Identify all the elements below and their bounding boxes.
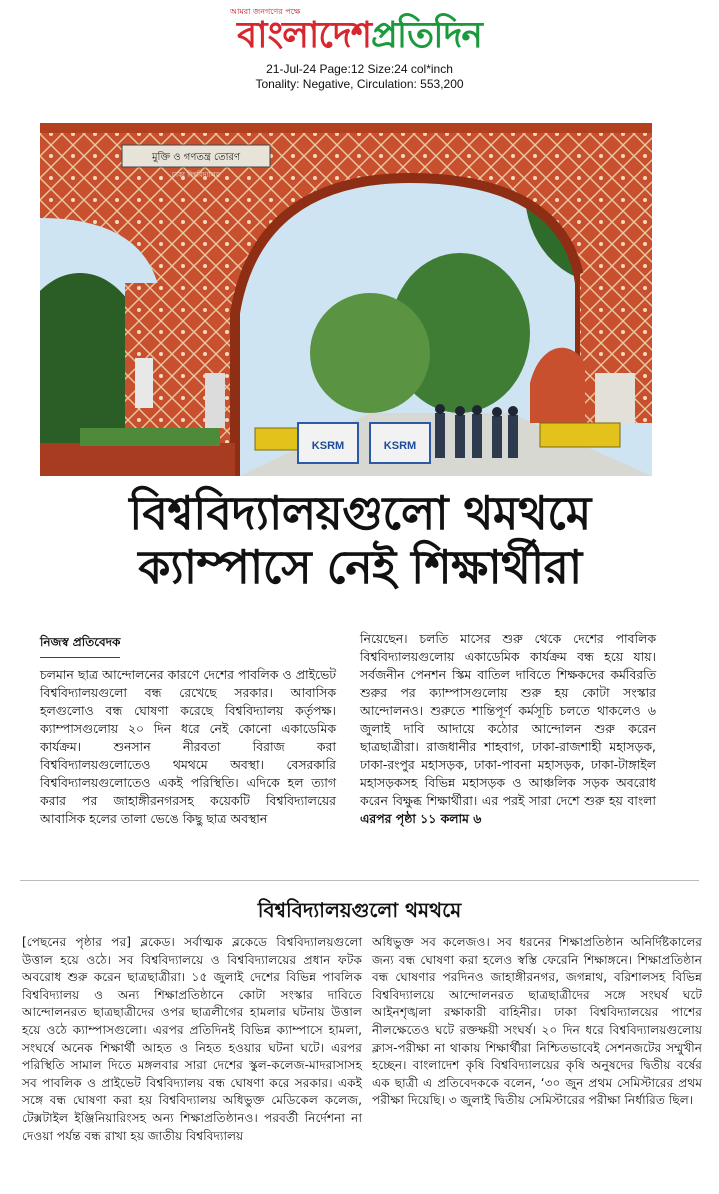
masthead-tagline: আমরা জনগণের পক্ষে bbox=[230, 7, 301, 16]
meta-tonality: Tonality: Negative, Circulation: 553,200 bbox=[255, 77, 464, 91]
logo-part-protidin: প্রতিদিন bbox=[371, 15, 482, 56]
article-column-2-text: নিয়েছেন। চলতি মাসের শুরু থেকে দেশের পাবলিক বিশ্ববিদ্যালয়গুলোয় একাডেমিক কার্যক্রম বন্ধ হয়ে যায়। সর্বজনীন পেনশন স্কিম বাতিল দাবিতে শিক্ষকদের কর্মবিরতি শুরুর পর ক্যাম্পাসগুলোয় শুরু হয় কোটা সংস্কার আন্দোলনও। শুরুতে শান্তিপূর্ণ কর্মসূচি চলতে থাকলেও ৬ জুলাই দাবি আদায়ে কঠোর আন্দোলন শুরু করেন ছাত্রছাত্রীরা। রাজধানীর শাহবাগ, ঢাকা-রাজশাহী মহাসড়ক, ঢাকা-রংপুর মহাসড়ক, ঢাকা-পাবনা মহাসড়ক, ঢাকা-টাঙ্গাইল মহাসড়কসহ বিভিন্ন মহাসড়ক ও আঞ্চলিক সড়ক অবরোধ করেন বিক্ষুব্ধ শিক্ষার্থীরা। এর পরই সারা দেশে শুরু হয় বাংলা bbox=[360, 631, 656, 808]
continuation-headline: বিশ্ববিদ্যালয়গুলো থমথমে bbox=[257, 898, 462, 922]
continued-on-jump: এরপর পৃষ্ঠা ১১ কলাম ৬ bbox=[360, 811, 482, 826]
gate-sign-subtext: ঢাকা বিশ্ববিদ্যালয় bbox=[171, 171, 221, 179]
continuation-column-1: [পেছনের পৃষ্ঠার পর] ব্লকেড। সর্বাত্মক ব্লকেডে বিশ্ববিদ্যালয়গুলো উত্তাল হয়ে ওঠে। সব বিশ্ববিদ্যালয়ে ও বিশ্ববিদ্যালয়ের প্রধান ফটক অবরোধ শুরু করেন ছাত্রছাত্রীরা। ১৫ জুলাই দেশের বিভিন্ন পাবলিক বিশ্ববিদ্যালয় ও অন্য শিক্ষাপ্রতিষ্ঠানে কোটা সংস্কার দাবিতে আন্দোলনরত ছাত্রছাত্রীদের ওপর ছাত্রলীগের হামলার ঘটনায় উত্তাল হয়ে ওঠে ক্যাম্পাসগুলো। এরপর প্রতিদিনই বিভিন্ন ক্যাম্পাসে হামলা, সংঘর্ষে অনেক শিক্ষার্থী আহত ও নিহত হওয়ার ঘটনা ঘটে। এরপর পরিস্থিতি সামাল দিতে মঙ্গলবার সারা দেশের স্কুল-কলেজ-মাদরাসাসহ সব পাবলিক ও প্রাইভেট বিশ্ববিদ্যালয় বন্ধ ঘোষণা করে সরকার। একই সঙ্গে বন্ধ ঘোষণা করা হয় বিশ্ববিদ্যালয় অধিভুক্ত মেডিকেল কলেজ, টেক্সটাইল ইঞ্জিনিয়ারিংসহ অন্য শিক্ষাপ্রতিষ্ঠানও। পরবর্তী নির্দেশনা না দেওয়া পর্যন্ত বন্ধ রাখা হয় জাতীয় বিশ্ববিদ্যালয় bbox=[22, 935, 362, 1143]
article-column-2 bbox=[360, 630, 656, 828]
continuation-column-2: অধিভুক্ত সব কলেজও। সব ধরনের শিক্ষাপ্রতিষ্ঠান অনির্দিষ্টকালের জন্য বন্ধ ঘোষণা করা হলেও স্বস্তি ফেরেনি শিক্ষাঙ্গনে। শিক্ষাপ্রতিষ্ঠান বন্ধ ঘোষণার পরদিনও জাহাঙ্গীরনগর, জগন্নাথ, বরিশালসহ বিভিন্ন বিশ্ববিদ্যালয়ে আন্দোলনরত ছাত্রছাত্রীদের সঙ্গে সংঘর্ষ ঘটে আইনশৃঙ্খলা রক্ষাকারী বাহিনীর। ঢাকা বিশ্ববিদ্যালয়ের পাশের নীলক্ষেতেও ঘটে রক্তক্ষয়ী সংঘর্ষ। ২০ দিন ধরে বিশ্ববিদ্যালয়গুলোয় ক্লাস-পরীক্ষা না থাকায় শিক্ষার্থীরা নিশ্চিতভাবেই সেশনজটের সম্মুখীন হচ্ছেন। বাংলাদেশ কৃষি বিশ্ববিদ্যালয়ের কৃষি অনুষদের দ্বিতীয় বর্ষের এক ছাত্রী এ প্রতিবেদককে বলেন, ‘৩০ জুন প্রথম সেমিস্টারের প্রথম পরীক্ষা দিয়েছি। ৩ জুলাই দ্বিতীয় সেমিস্টারের পরীক্ষা নির্ধারিত ছিল। bbox=[372, 935, 702, 1108]
headline-line-1: বিশ্ববিদ্যালয়গুলো থমথমে bbox=[129, 486, 591, 540]
newspaper-logo bbox=[0, 14, 719, 58]
gate-sign-text: মুক্তি ও গণতন্ত্র তোরণ bbox=[151, 152, 241, 163]
clipping-meta bbox=[0, 62, 719, 92]
barrier-label-1: KSRM bbox=[311, 440, 345, 452]
article-headline bbox=[30, 486, 690, 594]
section-divider bbox=[20, 880, 699, 881]
byline: নিজস্ব প্রতিবেদক bbox=[40, 634, 120, 658]
barrier-label-2: KSRM bbox=[383, 440, 417, 452]
logo-part-bangladesh: বাংলাদেশ bbox=[237, 15, 372, 56]
article-column-1: চলমান ছাত্র আন্দোলনের কারণে দেশের পাবলিক ও প্রাইভেট বিশ্ববিদ্যালয়গুলো বন্ধ রেখেছে সরকার। আবাসিক হলগুলোও বন্ধ ঘোষণা করেছে বিশ্ববিদ্যালয় কর্তৃপক্ষ। ক্যাম্পাসগুলোয় ২০ দিন ধরে নেই কোনো একাডেমিক কার্যক্রম। শুনসান নীরবতা বিরাজ করা বিশ্ববিদ্যালয়গুলোতেও থমথমে অবস্থা। বেসরকারি বিশ্ববিদ্যালয়গুলোতেও একই পরিস্থিতি। এদিকে হল ত্যাগ করার পর জাহাঙ্গীরনগরসহ কয়েকটি বিশ্ববিদ্যালয়ের আবাসিক হলের তালা ভেঙে কিছু ছাত্র অবস্থান bbox=[40, 667, 336, 826]
article-photo bbox=[40, 123, 652, 476]
meta-page-size: 21-Jul-24 Page:12 Size:24 col*inch bbox=[266, 62, 453, 76]
masthead bbox=[0, 4, 719, 64]
headline-line-2: ক্যাম্পাসে নেই শিক্ষার্থীরা bbox=[138, 540, 582, 594]
